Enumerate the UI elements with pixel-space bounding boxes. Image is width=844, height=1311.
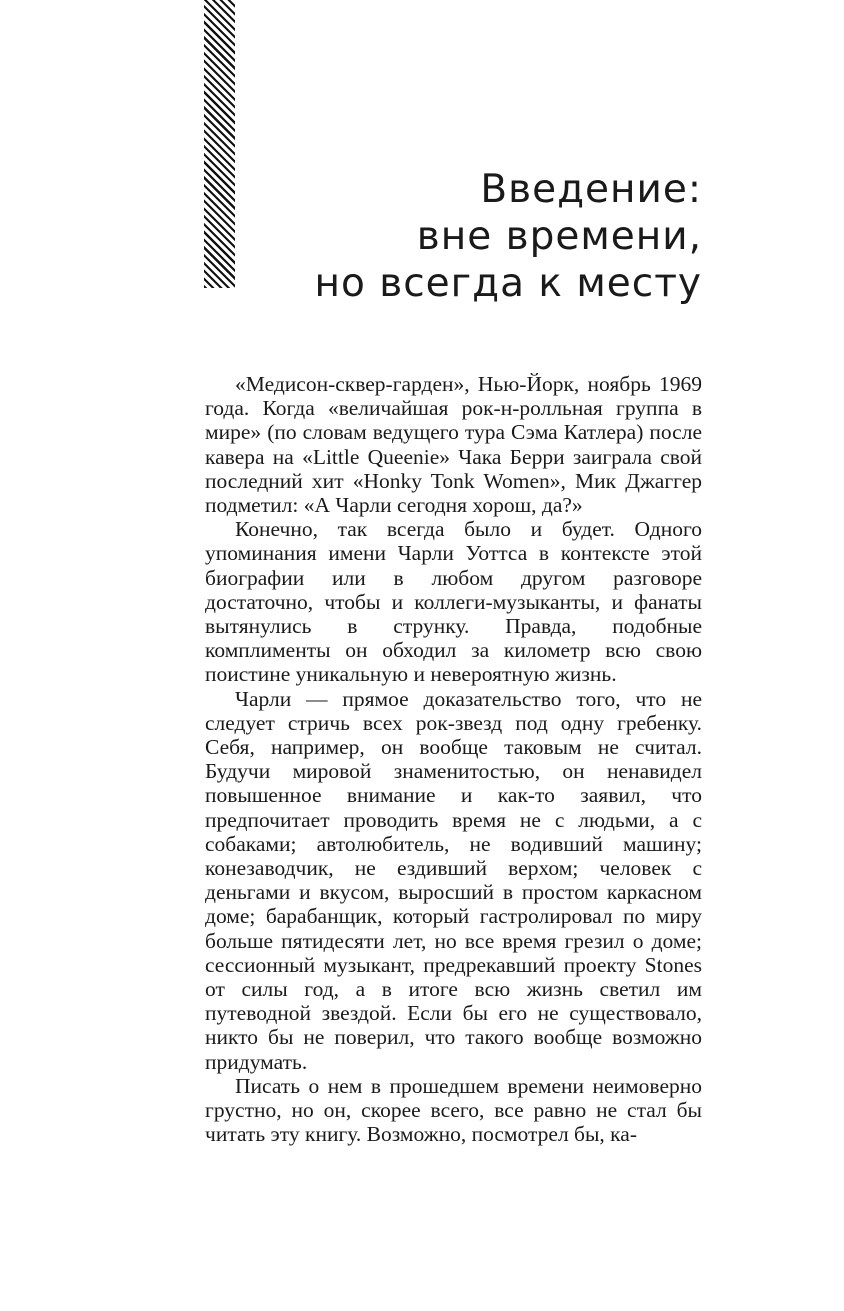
paragraph: Писать о нем в прошедшем времени неимоверно грустно, но он, скорее всего, все равно не стал бы читать эту книгу. Возможно, посмотрел бы, ка-	[205, 1073, 702, 1147]
chapter-title	[182, 166, 702, 307]
paragraph: Конечно, так всегда было и будет. Одного упоминания имени Чарли Уоттса в контексте этой биографии или в любом другом разговоре достаточно, чтобы и коллеги-музыканты, и фанаты вытянулись в струнку. Правда, подобные комплименты он обходил за километр всю свою поистине уникальную и невероятную жизнь.	[205, 517, 702, 687]
chapter-title-line: вне времени,	[416, 214, 702, 259]
paragraph: «Медисон-сквер-гарден», Нью-Йорк, ноябрь 1969 года. Когда «величайшая рок-н-ролльная группа в мире» (по словам ведущего тура Сэма Катлера) после кавера на «Little Queenie» Чака Берри заиграла свой последний хит «Honky Tonk Women», Мик Джаггер подметил: «А Чарли сегодня хорош, да?»	[205, 372, 702, 518]
chapter-title-line: Введение:	[480, 167, 702, 212]
chapter-title-line: но всегда к месту	[314, 261, 702, 306]
paragraph: Чарли — прямое доказательство того, что не следует стричь всех рок-звезд под одну гребенку. Себя, например, он вообще таковым не считал. Будучи мировой знаменитостью, он ненавидел повышенное внимание и как-то заявил, что предпочитает проводить время не с людьми, а с собаками; автолюбитель, не водивший машину; конезаводчик, не ездивший верхом; человек с деньгами и вкусом, выросший в простом каркасном доме; барабанщик, который гастролировал по миру больше пятидесяти лет, но все время грезил о доме; сессионный музыкант, предрекавший проекту Stones от силы год, а в итоге всю жизнь светил им путеводной звездой. Если бы его не существовало, никто бы не поверил, что такого вообще возможно придумать.	[205, 686, 702, 1074]
body-text	[205, 372, 702, 1147]
